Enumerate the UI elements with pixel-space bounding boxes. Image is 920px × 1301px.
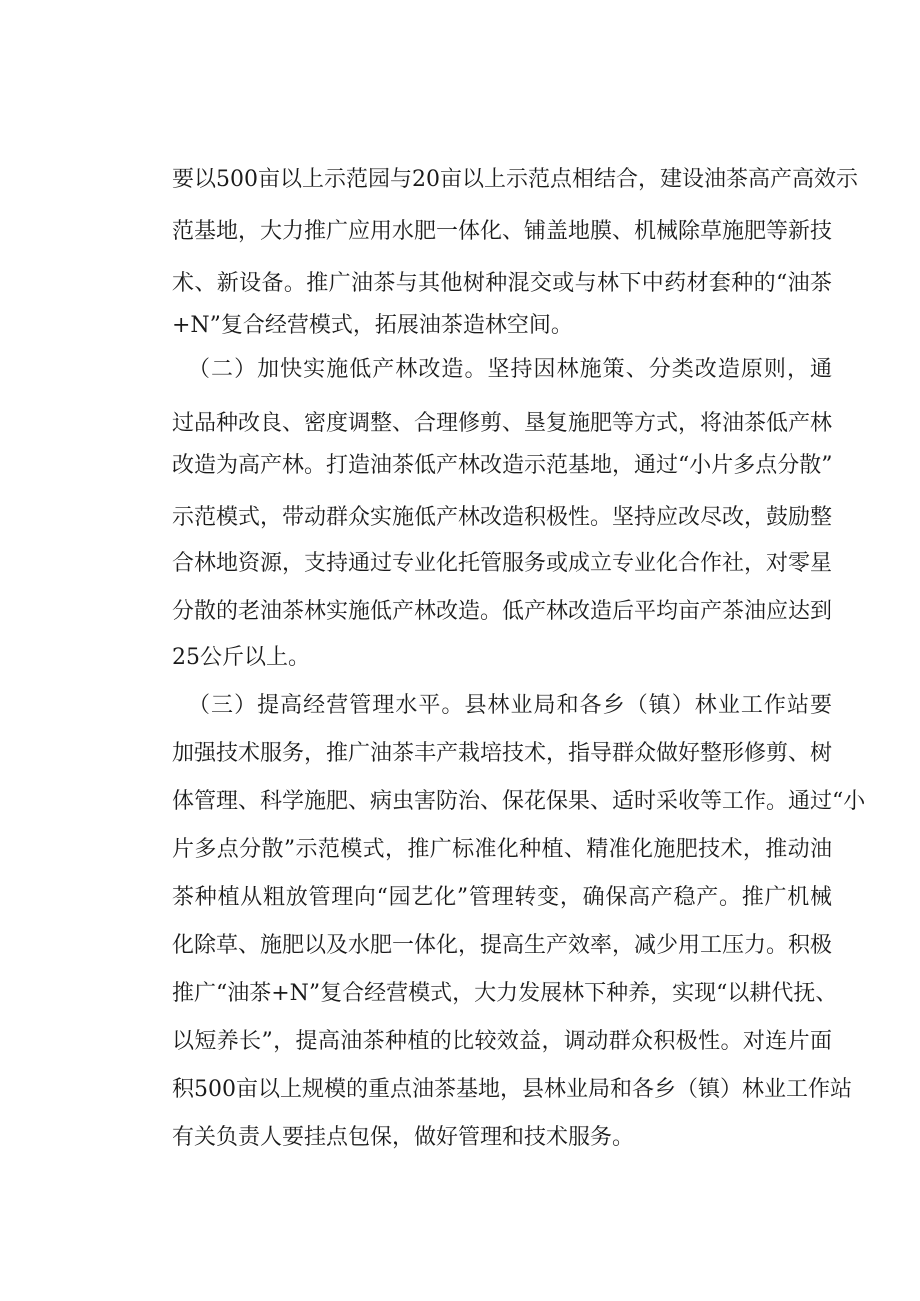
paragraph-3-line-9: 积500亩以上规模的重点油茶基地，县林业局和各乡（镇）林业工作站 xyxy=(172,1077,852,1102)
paragraph-1-line-4: +N”复合经营模式，拓展油茶造林空间。 xyxy=(172,313,573,338)
paragraph-3-line-8: 以短养长”，提高油茶种植的比较效益，调动群众积极性。对连片面 xyxy=(172,1029,832,1054)
paragraph-3-line-7: 推广“油茶+N”复合经营模式，大力发展林下种养，实现“以耕代抚、 xyxy=(172,981,838,1006)
paragraph-1-line-2: 范基地，大力推广应用水肥一体化、铺盖地膜、机械除草施肥等新技 xyxy=(172,219,833,244)
paragraph-3-line-3: 体管理、科学施肥、病虫害防治、保花保果、适时采收等工作。通过“小 xyxy=(172,789,866,814)
paragraph-2-line-2: 过品种改良、密度调整、合理修剪、垦复施肥等方式，将油茶低产林 xyxy=(172,411,833,436)
paragraph-2-line-5: 合林地资源，支持通过专业化托管服务或成立专业化合作社，对零星 xyxy=(172,551,833,576)
paragraph-3-line-5: 茶种植从粗放管理向“园艺化”管理转变，确保高产稳产。推广机械 xyxy=(172,885,832,910)
paragraph-1-line-3: 术、新设备。推广油茶与其他树种混交或与林下中药材套种的“油茶 xyxy=(172,271,832,296)
paragraph-3-line-6: 化除草、施肥以及水肥一体化，提高生产效率，减少用工压力。积极 xyxy=(172,933,833,958)
paragraph-2-line-7: 25公斤以上。 xyxy=(172,645,310,670)
paragraph-2-line-3: 改造为高产林。打造油茶低产林改造示范基地，通过“小片多点分散” xyxy=(172,453,833,478)
paragraph-3-line-1: （三）提高经营管理水平。县林业局和各乡（镇）林业工作站要 xyxy=(188,693,832,718)
paragraph-2-line-1: （二）加快实施低产林改造。坚持因林施策、分类改造原则，通 xyxy=(188,357,832,382)
paragraph-3-line-4: 片多点分散”示范模式，推广标准化种植、精准化施肥技术，推动油 xyxy=(172,837,832,862)
paragraph-3-line-10: 有关负责人要挂点包保，做好管理和技术服务。 xyxy=(172,1125,635,1150)
paragraph-1-line-1: 要以500亩以上示范园与20亩以上示范点相结合，建设油茶高产高效示 xyxy=(172,167,858,192)
paragraph-3-line-2: 加强技术服务，推广油茶丰产栽培技术，指导群众做好整形修剪、树 xyxy=(172,741,833,766)
paragraph-2-line-4: 示范模式，带动群众实施低产林改造积极性。坚持应改尽改，鼓励整 xyxy=(172,505,833,530)
paragraph-2-line-6: 分散的老油茶林实施低产林改造。低产林改造后平均亩产茶油应达到 xyxy=(172,599,833,624)
